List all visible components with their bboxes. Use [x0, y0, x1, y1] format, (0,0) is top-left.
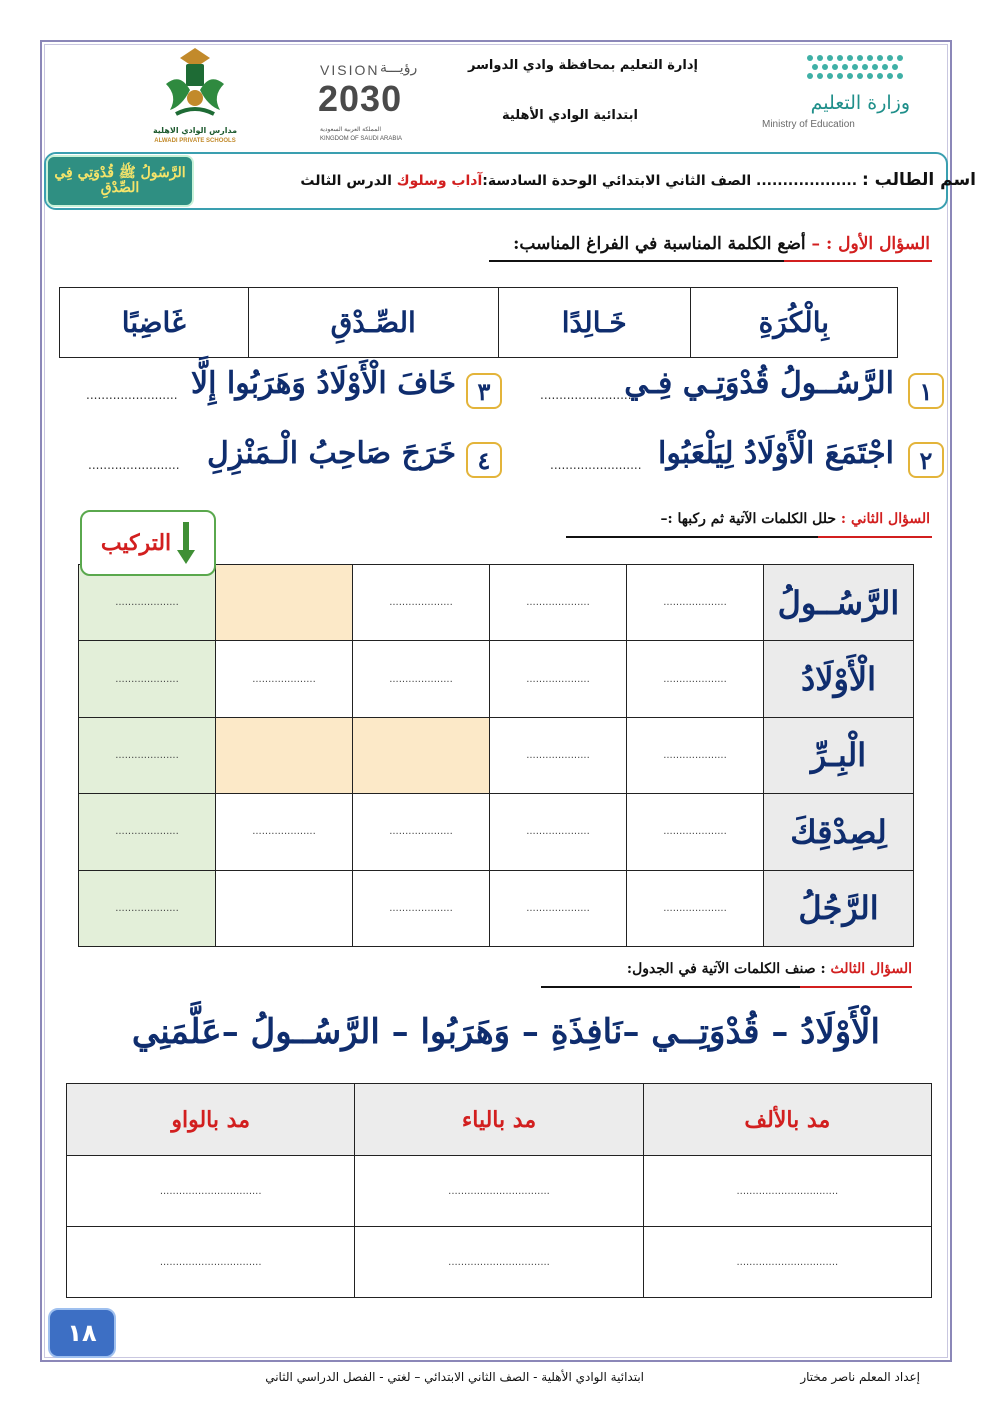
classification-cell[interactable]: ................................ — [67, 1227, 355, 1298]
word-bank-item: خَـالِدًا — [498, 288, 690, 358]
word-bank-item: غَاضِبًا — [60, 288, 249, 358]
analysis-word: لِصِدْقِكَ — [764, 794, 914, 870]
q2-text: حلل الكلمات الآتية ثم ركبها :– — [660, 511, 837, 527]
q3-label: السؤال الثالث — [830, 961, 912, 977]
admin-line: إدارة التعليم بمحافظة وادي الدواسر — [468, 58, 698, 73]
classification-cell[interactable]: ................................ — [355, 1227, 643, 1298]
analysis-cell[interactable]: .................... — [216, 641, 353, 717]
q2-text-underline — [566, 536, 818, 538]
classification-header-row — [67, 1084, 932, 1156]
analysis-cell[interactable]: .................... — [627, 870, 764, 946]
sentence-4-number: ٤ — [466, 442, 502, 478]
student-name-field[interactable]: ................... — [756, 173, 858, 189]
classification-row — [67, 1156, 932, 1227]
analysis-word: الرَّجُلُ — [764, 870, 914, 946]
moe-name-en: Ministry of Education — [762, 119, 855, 130]
sentence-1-text: الرَّسُــولُ قُدْوَتِـي فِـي — [624, 366, 894, 401]
analysis-word: الرَّسُــولُ — [764, 565, 914, 641]
q1-text-underline — [489, 260, 784, 262]
analysis-cell[interactable]: .................... — [490, 565, 627, 641]
arrow-down-icon — [177, 522, 195, 564]
analysis-cell[interactable]: .................... — [490, 870, 627, 946]
moe-logo — [745, 52, 920, 132]
classification-cell[interactable]: ................................ — [643, 1156, 931, 1227]
analysis-cell[interactable]: .................... — [216, 794, 353, 870]
word-bank-item: الصِّـدْقِ — [248, 288, 498, 358]
sentence-1-number: ١ — [908, 373, 944, 409]
vision-sub-en: KINGDOM OF SAUDI ARABIA — [320, 136, 403, 142]
q3-title — [627, 961, 912, 977]
q2-title — [660, 511, 930, 527]
sentence-3-blank[interactable]: ........................ — [86, 388, 178, 402]
analysis-table — [78, 564, 914, 947]
school-logo — [150, 44, 240, 148]
q1-sep: : – — [805, 234, 839, 254]
analysis-cell[interactable]: .................... — [627, 565, 764, 641]
analysis-cell[interactable]: .................... — [627, 794, 764, 870]
unit-name: آداب وسلوك — [396, 173, 483, 189]
vision-year: 2030 — [318, 78, 403, 119]
q3-sep: : — [815, 961, 831, 977]
sentence-1-blank[interactable]: ........................ — [540, 388, 632, 402]
school-emblem-icon — [160, 44, 230, 120]
sentence-2-number: ٢ — [908, 442, 944, 478]
q3-text: صنف الكلمات الآتية في الجدول: — [626, 961, 816, 977]
header-madd-alif: مد بالألف — [643, 1084, 931, 1156]
analysis-cell-empty — [353, 717, 490, 793]
sentence-4-blank[interactable]: ........................ — [88, 458, 180, 472]
sentence-2-text: اجْتَمَعَ الْأَوْلَادُ لِيَلْعَبُوا — [657, 436, 894, 471]
q2-label: السؤال الثاني — [850, 511, 930, 527]
sentence-3-number: ٣ — [466, 373, 502, 409]
classification-cell[interactable]: ................................ — [643, 1227, 931, 1298]
analysis-cell-empty — [216, 870, 353, 946]
q1-label-underline — [784, 260, 932, 262]
school-logo-en: ALWADI PRIVATE SCHOOLS — [154, 138, 236, 144]
school-line: ابتدائية الوادي الأهلية — [502, 108, 638, 123]
analysis-cell-empty — [216, 717, 353, 793]
tarkib-label: التركيب — [100, 530, 172, 556]
grade-text: الصف الثاني الابتدائي — [601, 173, 752, 189]
q2-sep: : — [836, 511, 851, 527]
q3-text-underline — [541, 986, 800, 988]
vision-2030-logo — [318, 60, 418, 146]
composition-cell[interactable]: .................... — [79, 717, 216, 793]
composition-cell[interactable]: .................... — [79, 641, 216, 717]
analysis-cell[interactable]: .................... — [490, 717, 627, 793]
q1-label: السؤال الأول — [838, 234, 930, 254]
page-number: ١٨ — [48, 1308, 116, 1358]
q2-label-underline — [818, 536, 932, 538]
footer-author: إعداد المعلم ناصر مختار — [800, 1370, 920, 1384]
sentence-4-text: خَرَجَ صَاحِبُ الْـمَنْزِلِ — [207, 436, 456, 471]
analysis-cell-empty — [216, 565, 353, 641]
word-bank-row — [60, 288, 898, 358]
header-madd-waw: مد بالواو — [67, 1084, 355, 1156]
analysis-cell[interactable]: .................... — [353, 870, 490, 946]
classification-row — [67, 1227, 932, 1298]
header-madd-ya: مد بالياء — [355, 1084, 643, 1156]
classification-cell[interactable]: ................................ — [67, 1156, 355, 1227]
sentence-3-text: خَافَ الْأَوْلَادُ وَهَرَبُوا إِلَّا — [190, 366, 456, 401]
vision-ar: رؤيـــة — [380, 60, 418, 76]
composition-cell[interactable]: .................... — [79, 870, 216, 946]
analysis-row — [79, 870, 914, 946]
word-bank-table — [59, 287, 898, 358]
analysis-row — [79, 717, 914, 793]
tarkib-label-box — [80, 510, 216, 576]
analysis-cell[interactable]: .................... — [490, 641, 627, 717]
q1-text: أضع الكلمة المناسبة في الفراغ المناسب: — [513, 234, 806, 254]
analysis-cell[interactable]: .................... — [353, 641, 490, 717]
analysis-row — [79, 641, 914, 717]
vision-sub-ar: المملكة العربية السعودية — [320, 127, 382, 133]
moe-name-ar: وزارة التعليم — [810, 92, 910, 114]
composition-cell[interactable]: .................... — [79, 565, 216, 641]
analysis-cell[interactable]: .................... — [627, 641, 764, 717]
q1-title — [513, 234, 930, 254]
footer-course: ابتدائية الوادي الأهلية - الصف الثاني الابتدائي – لغتي - الفصل الدراسي الثاني — [265, 1370, 644, 1384]
unit-label: الوحدة السادسة: — [482, 173, 598, 189]
vision-word: VISION — [320, 62, 380, 78]
analysis-word: الْأَوْلَادُ — [764, 641, 914, 717]
q3-words-line: الْأَوْلَادُ – قُدْوَتِــي –نَافِذَةِ – وَهَرَبُوا – الرَّسُــولُ –عَلَّمَنِي — [131, 1012, 880, 1052]
moe-dots-icon — [800, 52, 920, 84]
classification-table — [66, 1083, 932, 1298]
lesson-badge: الرَّسُولُ ﷺ قُدْوَتِي فِي الصِّدْقِ — [46, 155, 194, 207]
sentence-2-blank[interactable]: ........................ — [550, 458, 642, 472]
student-info-line — [300, 170, 976, 190]
composition-cell[interactable]: .................... — [79, 794, 216, 870]
school-logo-ar: مدارس الوادي الاهلية — [152, 126, 238, 135]
analysis-row — [79, 794, 914, 870]
classification-cell[interactable]: ................................ — [355, 1156, 643, 1227]
analysis-cell[interactable]: .................... — [627, 717, 764, 793]
analysis-cell[interactable]: .................... — [353, 565, 490, 641]
lesson-label: الدرس الثالث — [300, 173, 392, 189]
analysis-cell[interactable]: .................... — [490, 794, 627, 870]
analysis-word: الْبِـرِّ — [764, 717, 914, 793]
analysis-cell[interactable]: .................... — [353, 794, 490, 870]
word-bank-item: بِالْكُرَةِ — [690, 288, 897, 358]
q3-label-underline — [800, 986, 912, 988]
student-name-label: اسم الطالب : — [861, 170, 976, 190]
